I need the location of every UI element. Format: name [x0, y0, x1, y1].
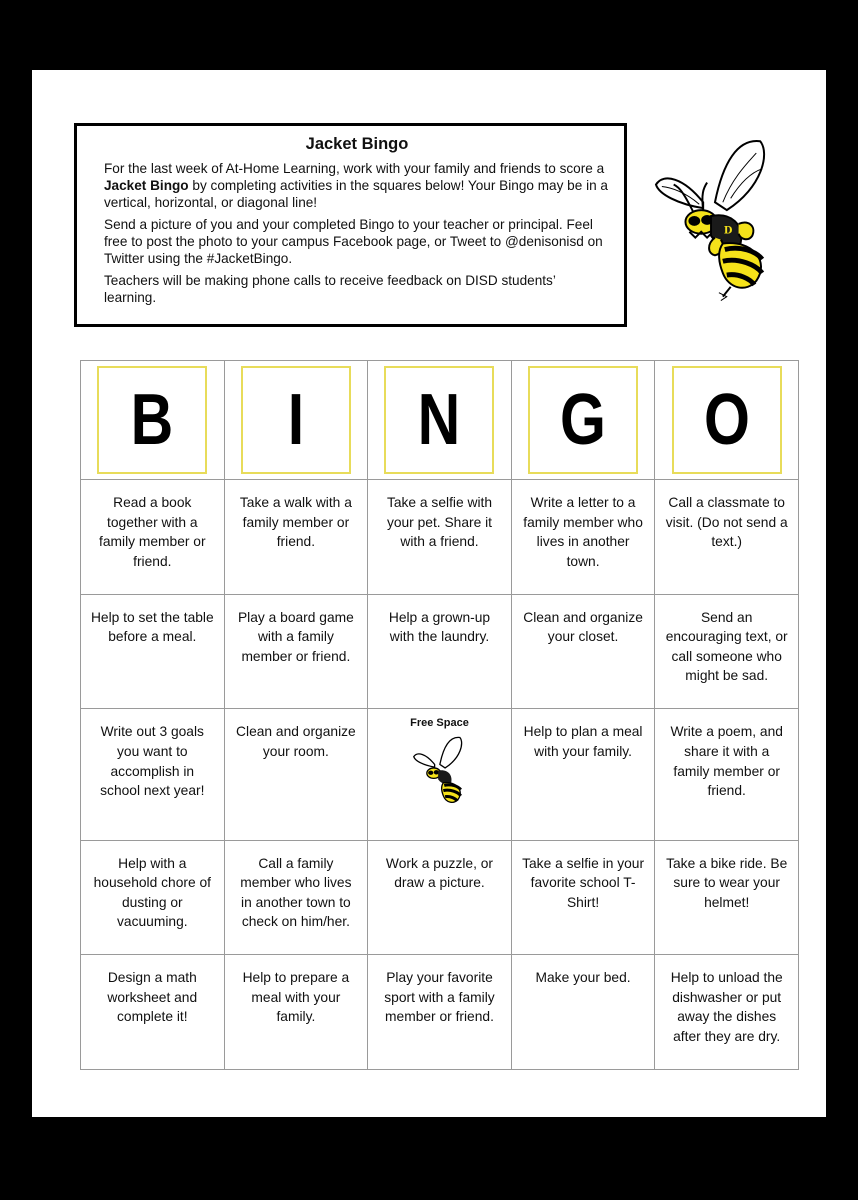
- bingo-square: Call a family member who lives in another town to check on him/her.: [224, 840, 368, 955]
- bingo-square: Play a board game with a family member or friend.: [224, 594, 368, 709]
- bingo-board: [80, 360, 799, 1070]
- bingo-sheet: [32, 70, 826, 1117]
- bingo-square: Design a math worksheet and complete it!: [81, 955, 225, 1070]
- bingo-square: Take a walk with a family member or friend.: [224, 480, 368, 595]
- bingo-square: Clean and organize your closet.: [511, 594, 655, 709]
- svg-text:D: D: [723, 225, 733, 237]
- bingo-header-row: [81, 361, 799, 480]
- bingo-row: [81, 480, 799, 595]
- bingo-square: Write a letter to a family member who lives in another town.: [511, 480, 655, 595]
- free-space-label: Free Space: [410, 717, 469, 730]
- bingo-square: Make your bed.: [511, 955, 655, 1070]
- bingo-square: Write a poem, and share it with a family member or friend.: [655, 709, 799, 840]
- bingo-row: [81, 594, 799, 709]
- bingo-row: [81, 709, 799, 840]
- bingo-row: [81, 840, 799, 955]
- yellow-jacket-mascot-icon: [409, 734, 469, 808]
- bingo-square: Take a bike ride. Be sure to wear your helmet!: [655, 840, 799, 955]
- header-cell-n: [368, 361, 512, 480]
- header-cell-g: [511, 361, 655, 480]
- bingo-square: Call a classmate to visit. (Do not send a text.): [655, 480, 799, 595]
- bingo-square: Help a grown-up with the laundry.: [368, 594, 512, 709]
- header-cell-i: [224, 361, 368, 480]
- bingo-square: Take a selfie with your pet. Share it with a friend.: [368, 480, 512, 595]
- header-cell-b: [81, 361, 225, 480]
- intro-box: [74, 123, 627, 327]
- letter-n: N: [418, 380, 461, 460]
- intro-paragraph-2: Send a picture of you and your completed Bingo to your teacher or principal. Feel free to post the photo to your campus Facebook page, or Tweet to @denisonisd on Twitter using the #JacketBingo.: [104, 217, 603, 266]
- bingo-square: Clean and organize your room.: [224, 709, 368, 840]
- bingo-square: Help to prepare a meal with your family.: [224, 955, 368, 1070]
- yellow-jacket-mascot-icon: [654, 132, 772, 302]
- bingo-square: Help to unload the dishwasher or put away the dishes after they are dry.: [655, 955, 799, 1070]
- bingo-square: Write out 3 goals you want to accomplish in school next year!: [81, 709, 225, 840]
- page-title: Jacket Bingo: [305, 135, 409, 153]
- free-space-square: [368, 709, 512, 840]
- bingo-square: Help to plan a meal with your family.: [511, 709, 655, 840]
- bingo-row: [81, 955, 799, 1070]
- bingo-square: Help to set the table before a meal.: [81, 594, 225, 709]
- letter-b: B: [130, 380, 174, 460]
- bingo-square: Take a selfie in your favorite school T-Shirt!: [511, 840, 655, 955]
- letter-i: I: [287, 380, 305, 460]
- bingo-square: Play your favorite sport with a family member or friend.: [368, 955, 512, 1070]
- bingo-square: Send an encouraging text, or call someone who might be sad.: [655, 594, 799, 709]
- header-cell-o: [655, 361, 799, 480]
- bingo-square: Help with a household chore of dusting or vacuuming.: [81, 840, 225, 955]
- bingo-square: Read a book together with a family member or friend.: [81, 480, 225, 595]
- intro-paragraph-3: Teachers will be making phone calls to receive feedback on DISD students’ learning.: [104, 273, 556, 305]
- letter-o: O: [703, 380, 750, 460]
- bingo-square: Work a puzzle, or draw a picture.: [368, 840, 512, 955]
- intro-paragraph-1: For the last week of At-Home Learning, work with your family and friends to score a Jacket Bingo by completing activities in the squares below! Your Bingo may be in a vertical, horizontal, or diagonal line!: [104, 161, 608, 210]
- letter-g: G: [560, 380, 607, 460]
